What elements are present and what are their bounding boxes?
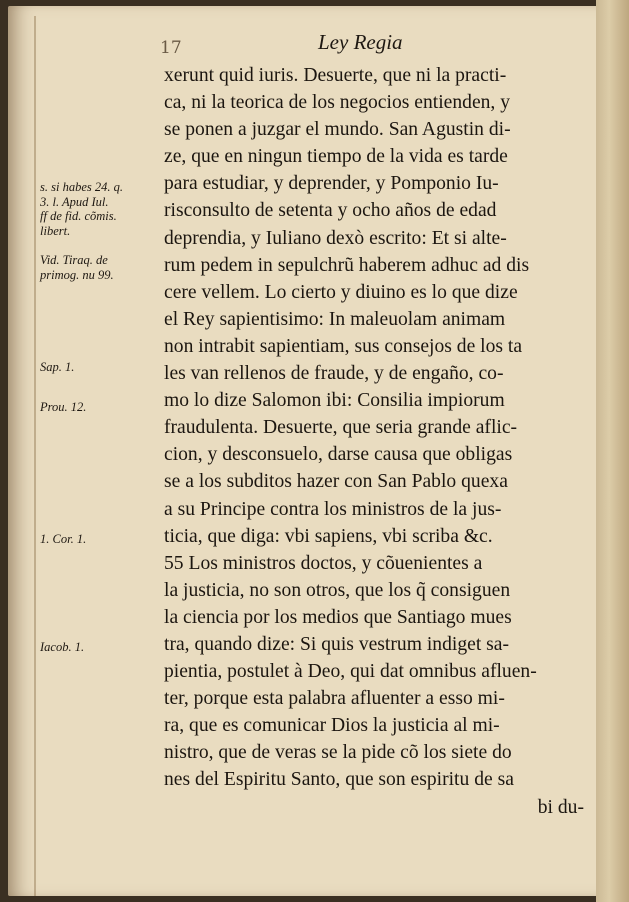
margin-note-line: libert. bbox=[40, 223, 71, 238]
margin-note bbox=[40, 532, 86, 547]
text-line: el Rey sapientisimo: In maleuolam animam bbox=[164, 308, 506, 330]
text-line: nes del Espiritu Santo, que son espiritu de sa bbox=[164, 769, 514, 791]
adjacent-page-edge bbox=[596, 0, 629, 902]
text-line: para estudiar, y deprender, y Pomponio Iu- bbox=[164, 173, 499, 195]
body-text bbox=[164, 62, 594, 821]
text-line: ca, ni la teorica de los negocios entienden, y bbox=[164, 92, 511, 114]
margin-note-line: Prou. 12. bbox=[40, 400, 87, 414]
text-line: deprendia, y Iuliano dexò escrito: Et si alte- bbox=[164, 227, 507, 249]
text-line: la justicia, no son otros, que los q̃ consiguen bbox=[164, 579, 511, 601]
text-line: nistro, que de veras se la pide cõ los siete do bbox=[164, 742, 512, 764]
margin-note-line: 3. l. Apud Iul. bbox=[40, 194, 109, 209]
margin-note-line: primog. nu 99. bbox=[40, 267, 114, 282]
text-line: pientia, postulet à Deo, qui dat omnibus afluen- bbox=[164, 661, 537, 683]
text-line: ra, que es comunicar Dios la justicia al mi- bbox=[164, 715, 500, 737]
text-line: mo lo dize Salomon ibi: Consilia impiorum bbox=[164, 390, 505, 412]
text-line: ticia, que diga: vbi sapiens, vbi scriba &c. bbox=[164, 525, 493, 547]
margin-note bbox=[40, 360, 74, 375]
text-line: se ponen a juzgar el mundo. San Agustin di- bbox=[164, 119, 511, 141]
text-line: la ciencia por los medios que Santiago mues bbox=[164, 606, 512, 628]
gutter-line bbox=[34, 16, 36, 896]
text-line: cion, y desconsuelo, darse causa que obligas bbox=[164, 444, 513, 466]
text-line: non intrabit sapientiam, sus consejos de los ta bbox=[164, 335, 523, 357]
page-number: 17 bbox=[160, 38, 182, 58]
margin-note-line: ff de fid. cõmis. bbox=[40, 209, 117, 223]
text-line: rum pedem in sepulchrũ haberem adhuc ad dis bbox=[164, 254, 530, 276]
text-line: tra, quando dize: Si quis vestrum indiget sa- bbox=[164, 633, 510, 655]
text-line: ter, porque esta palabra afluenter a esso mi- bbox=[164, 688, 505, 710]
text-line: xerunt quid iuris. Desuerte, que ni la practi- bbox=[164, 65, 507, 86]
margin-note-line: s. si habes 24. q. bbox=[40, 180, 123, 194]
text-line: fraudulenta. Desuerte, que seria grande aflic- bbox=[164, 417, 518, 439]
margin-note-line: Iacob. 1. bbox=[40, 640, 85, 654]
margin-note bbox=[40, 640, 84, 655]
text-line: bi du- bbox=[537, 796, 584, 818]
margin-note-line: Vid. Tiraq. de bbox=[40, 253, 108, 267]
text-line: se a los subditos hazer con San Pablo quexa bbox=[164, 471, 508, 493]
running-head: Ley Regia bbox=[318, 30, 403, 54]
text-line: cere vellem. Lo cierto y diuino es lo que dize bbox=[164, 281, 518, 303]
margin-note-line: 1. Cor. 1. bbox=[40, 532, 87, 546]
margin-note bbox=[40, 253, 114, 282]
text-line: a su Principe contra los ministros de la jus- bbox=[164, 498, 502, 520]
margin-note bbox=[40, 180, 123, 238]
text-line: risconsulto de setenta y ocho años de edad bbox=[164, 200, 497, 222]
text-line: ze, que en ningun tiempo de la vida es tarde bbox=[164, 146, 508, 168]
text-line: 55 Los ministros doctos, y cõuenientes a bbox=[164, 552, 483, 574]
margin-note bbox=[40, 400, 86, 415]
text-line: les van rellenos de fraude, y de engaño, co- bbox=[164, 363, 504, 385]
margin-note-line: Sap. 1. bbox=[40, 360, 75, 374]
